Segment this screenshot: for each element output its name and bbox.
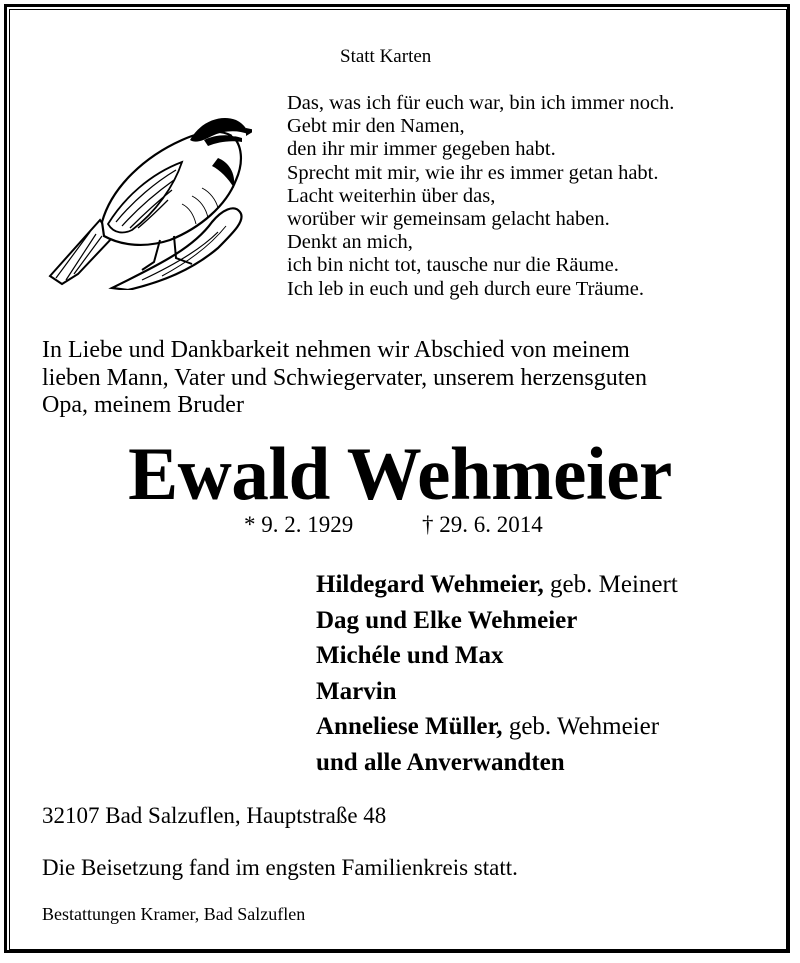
- poem-line: Ich leb in euch und geh durch eure Träume.: [287, 277, 644, 300]
- mourner-name: Anneliese Müller,: [316, 713, 503, 741]
- funeral-note: Die Beisetzung fand im engsten Familienkreis statt.: [42, 855, 518, 880]
- mourner-entry: [316, 638, 678, 674]
- bird-icon: [42, 100, 252, 290]
- poem-line: Gebt mir den Namen,: [287, 115, 465, 138]
- intro-line: In Liebe und Dankbarkeit nehmen wir Abschied von meinem: [42, 337, 630, 363]
- header-statt-karten: Statt Karten: [340, 46, 432, 67]
- mourner-name: Hildegard Wehmeier,: [316, 571, 544, 598]
- mourner-entry: [316, 674, 678, 710]
- intro-line: Opa, meinem Bruder: [42, 392, 244, 418]
- mourner-note: geb. Wehmeier: [502, 713, 660, 741]
- poem-line: ich bin nicht tot, tausche nur die Räume.: [287, 254, 619, 277]
- mourner-note: geb. Meinert: [543, 571, 678, 598]
- mourner-entry: [316, 745, 678, 781]
- intro-line: lieben Mann, Vater und Schwiegervater, unserem herzensguten: [42, 364, 648, 391]
- mourner-name: Dag und Elke Wehmeier: [316, 606, 578, 634]
- poem-line: Das, was ich für euch war, bin ich immer noch.: [287, 92, 675, 114]
- mourners-list: [316, 567, 678, 781]
- mourner-name: Marvin: [316, 677, 397, 705]
- mourner-entry: [316, 567, 678, 603]
- mourner-name: Michéle und Max: [316, 642, 504, 670]
- death-date: † 29. 6. 2014: [422, 512, 543, 537]
- address: 32107 Bad Salzuflen, Hauptstraße 48: [42, 803, 387, 828]
- poem-line: Denkt an mich,: [287, 231, 413, 254]
- intro-text: [42, 337, 647, 420]
- deceased-name: Ewald Wehmeier: [128, 433, 672, 516]
- birth-date: * 9. 2. 1929: [244, 512, 354, 537]
- poem-line: den ihr mir immer gegeben habt.: [287, 138, 556, 161]
- poem-line: worüber wir gemeinsam gelacht haben.: [287, 208, 610, 231]
- mourner-name: und alle Anverwandten: [316, 748, 565, 776]
- poem-line: Lacht weiterhin über das,: [287, 184, 496, 207]
- poem-line: Sprecht mit mir, wie ihr es immer getan habt.: [287, 161, 659, 184]
- undertaker: Bestattungen Kramer, Bad Salzuflen: [42, 904, 306, 924]
- poem: [287, 92, 674, 301]
- mourner-entry: [316, 603, 678, 639]
- mourner-entry: [316, 709, 678, 745]
